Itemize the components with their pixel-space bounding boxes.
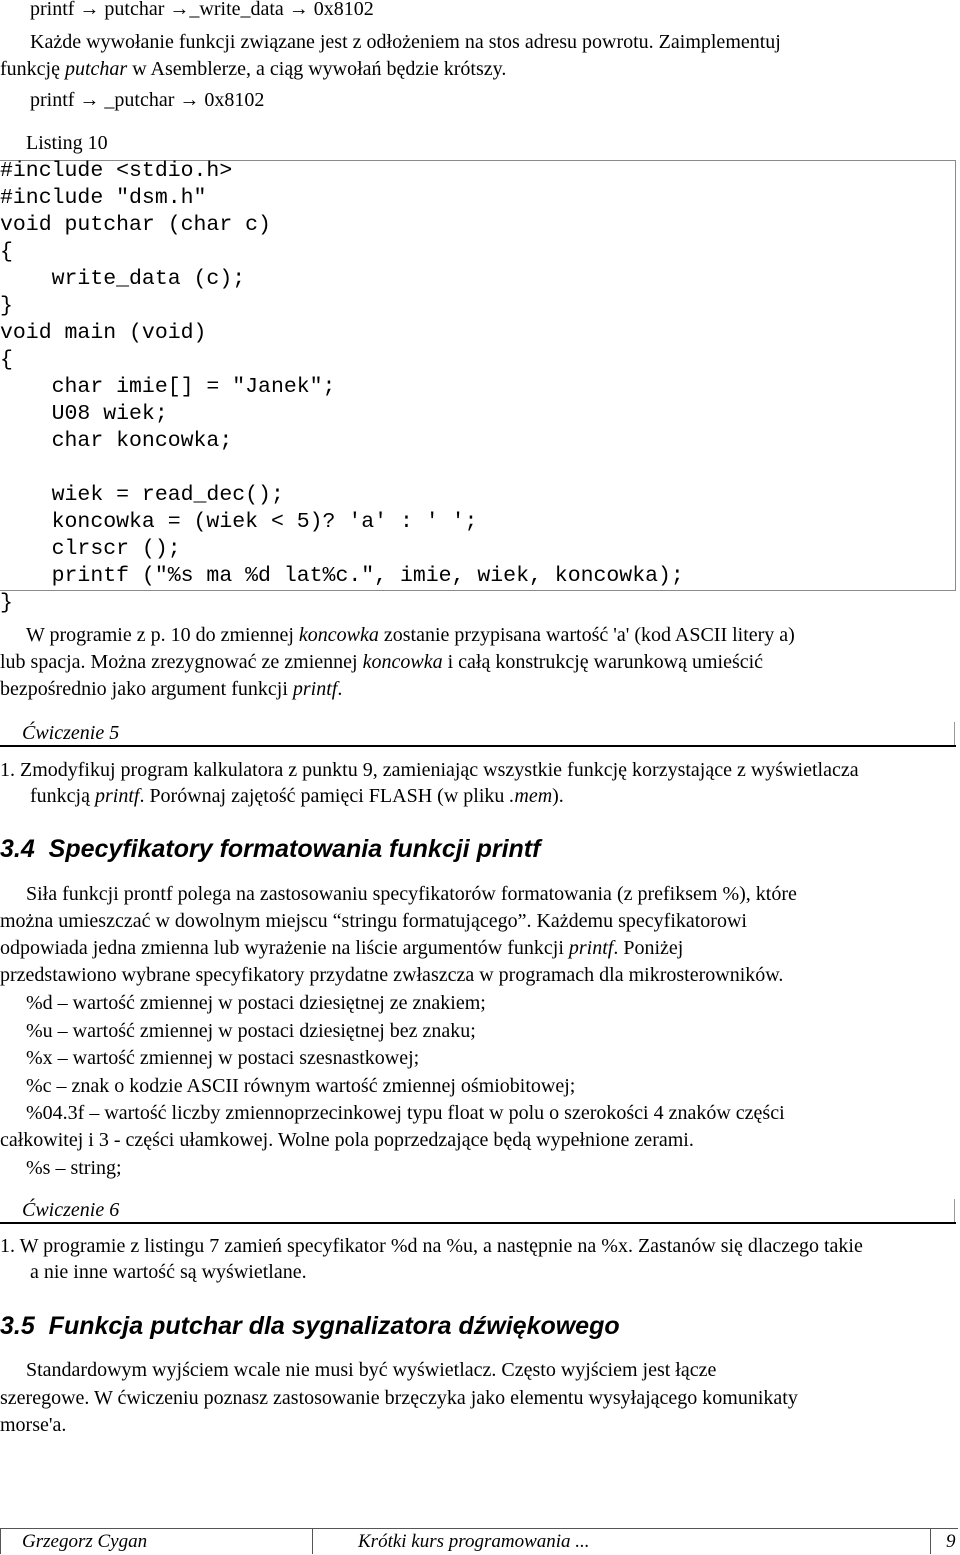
footer-divider	[312, 1528, 313, 1554]
call-chain-1: printf → putchar →_write_data → 0x8102	[30, 0, 374, 20]
code-line: void main (void)	[0, 321, 207, 345]
spec-item-continued: całkowitej i 3 - części ułamkowej. Wolne pola poprzedzające będą wypełnione zerami.	[0, 1129, 694, 1151]
exercise-6-rule	[0, 1222, 956, 1224]
spec-item: %x – wartość zmiennej w postaci szesnastkowej;	[26, 1047, 420, 1069]
p34-line-1: Siła funkcji prontf polega na zastosowaniu specyfikatorów formatowania (z prefiksem %), które	[26, 883, 797, 905]
listing-label: Listing 10	[26, 132, 108, 154]
code-line: #include "dsm.h"	[0, 186, 207, 210]
p34-line-3: odpowiada jedna zmienna lub wyrażenie na liście argumentów funkcji printf. Poniżej	[0, 937, 684, 959]
footer-divider	[930, 1528, 931, 1554]
code-line: char imie[] = "Janek";	[0, 375, 336, 399]
code-line: printf ("%s ma %d lat%c.", imie, wiek, koncowka);	[0, 564, 684, 588]
putchar-italic: putchar	[64, 58, 128, 80]
code-line: {	[0, 348, 13, 372]
p35-line-3: morse'a.	[0, 1414, 67, 1436]
exercise-5-line-1: 1. Zmodyfikuj program kalkulatora z punktu 9, zamieniając wszystkie funkcję korzystające z wyświetlacza	[0, 759, 859, 781]
code-line: wiek = read_dec();	[0, 483, 284, 507]
code-line: #include <stdio.h>	[0, 159, 233, 183]
exercise-6-title: Ćwiczenie 6	[22, 1199, 120, 1221]
code-line: }	[0, 591, 13, 615]
code-line: write_data (c);	[0, 267, 246, 291]
para-after-listing-1: W programie z p. 10 do zmiennej koncowka zostanie przypisana wartość 'a' (kod ASCII litery a)	[26, 624, 795, 646]
spec-item: %d – wartość zmiennej w postaci dziesiętnej ze znakiem;	[26, 992, 486, 1014]
spec-item: %s – string;	[26, 1157, 122, 1179]
footer-divider	[0, 1528, 1, 1554]
exercise-5-rule	[0, 745, 956, 747]
exercise-5-title: Ćwiczenie 5	[22, 722, 120, 744]
spec-item: %c – znak o kodzie ASCII równym wartość zmiennej ośmiobitowej;	[26, 1075, 576, 1097]
exercise-6-edge	[954, 1199, 955, 1223]
p35-line-2: szeregowe. W ćwiczeniu poznasz zastosowanie brzęczyka jako elementu wysyłającego komunikaty	[0, 1387, 798, 1409]
intro-line-2: funkcję putchar w Asemblerze, a ciąg wywołań będzie krótszy.	[0, 58, 507, 80]
code-line: U08 wiek;	[0, 402, 168, 426]
code-line: koncowka = (wiek < 5)? 'a' : ' ';	[0, 510, 478, 534]
p35-line-1: Standardowym wyjściem wcale nie musi być wyświetlacz. Często wyjściem jest łącze	[26, 1359, 717, 1381]
code-line: clrscr ();	[0, 537, 181, 561]
para-after-listing-2: lub spacja. Można zrezygnować ze zmiennej koncowka i całą konstrukcję warunkową umieścić	[0, 651, 764, 673]
code-line: char koncowka;	[0, 429, 233, 453]
code-line: }	[0, 294, 13, 318]
code-line: void putchar (char c)	[0, 213, 271, 237]
spec-item: %u – wartość zmiennej w postaci dziesiętnej bez znaku;	[26, 1020, 476, 1042]
exercise-6-line-2: a nie inne wartość są wyświetlane.	[30, 1261, 307, 1283]
call-chain-2: printf → _putchar → 0x8102	[30, 89, 265, 111]
exercise-6-line-1: 1. W programie z listingu 7 zamień specyfikator %d na %u, a następnie na %x. Zastanów się dlaczego takie	[0, 1235, 863, 1257]
para-after-listing-3: bezpośrednio jako argument funkcji printf.	[0, 678, 343, 700]
spec-item: %04.3f – wartość liczby zmiennoprzecinkowej typu float w polu o szerokości 4 znaków części	[26, 1102, 785, 1124]
exercise-5-edge	[954, 722, 955, 746]
p34-line-4: przedstawiono wybrane specyfikatory przydatne zwłaszcza w programach dla mikrosterowników.	[0, 964, 784, 986]
p34-line-2: można umieszczać w dowolnym miejscu “stringu formatującego”. Każdemu specyfikatorowi	[0, 910, 747, 932]
footer-author: Grzegorz Cygan	[22, 1531, 148, 1552]
footer-page-number: 9	[946, 1531, 956, 1552]
exercise-5-line-2: funkcją printf. Porównaj zajętość pamięci FLASH (w pliku .mem).	[30, 785, 564, 807]
intro-line-1: Każde wywołanie funkcji związane jest z odłożeniem na stos adresu powrotu. Zaimplementuj	[30, 31, 781, 53]
footer-title: Krótki kurs programowania ...	[358, 1531, 590, 1552]
section-3-5-heading: 3.5 Funkcja putchar dla sygnalizatora dźwiękowego	[0, 1312, 620, 1340]
code-line: {	[0, 240, 13, 264]
section-3-4-heading: 3.4 Specyfikatory formatowania funkcji printf	[0, 835, 541, 863]
